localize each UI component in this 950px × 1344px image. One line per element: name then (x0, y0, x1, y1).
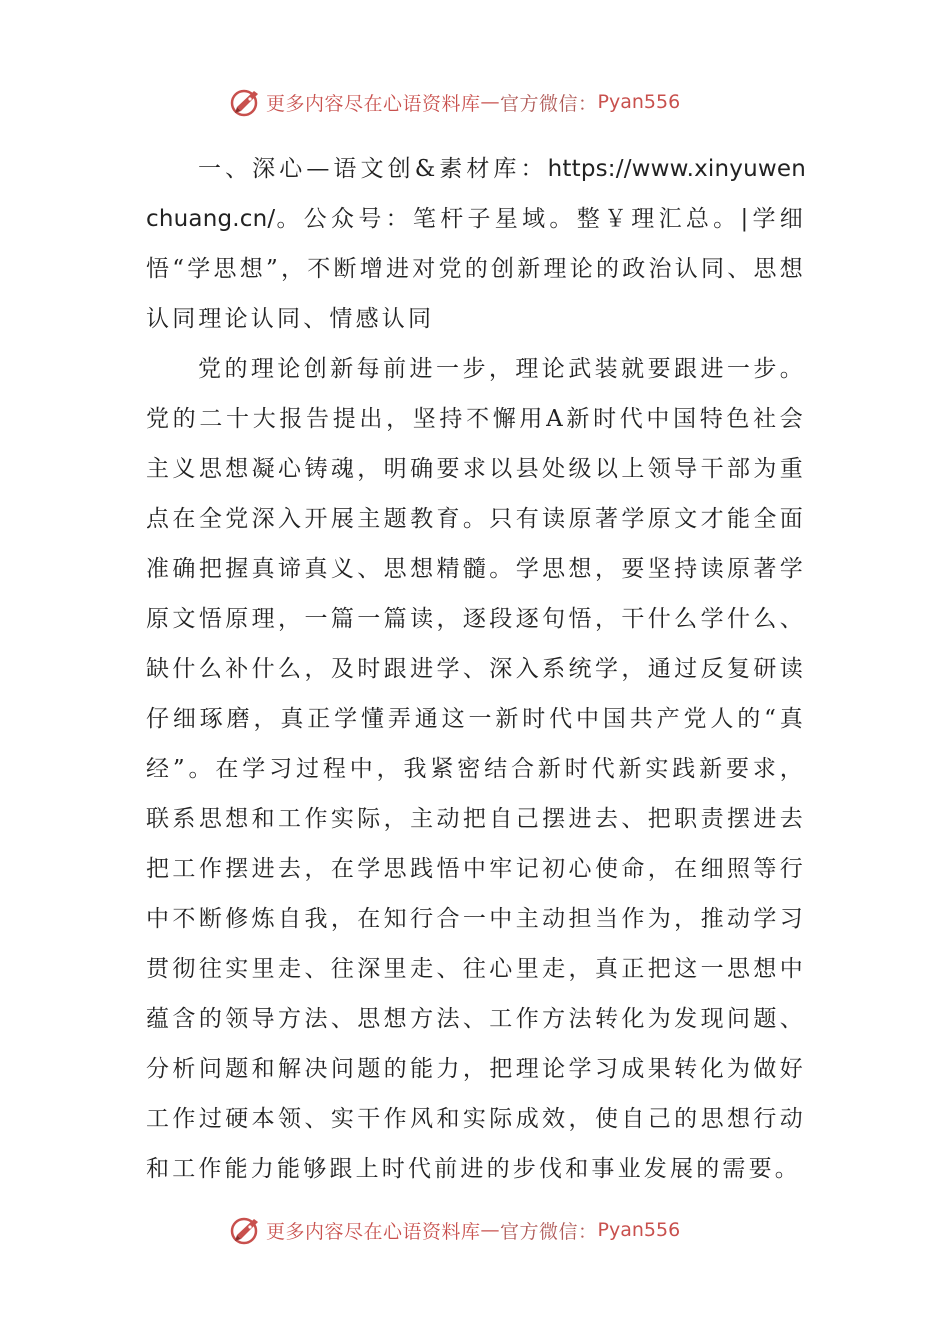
pen-nib-logo-icon (228, 85, 262, 119)
heading-text-part1: 一、深心—语文创&素材库： (198, 156, 548, 182)
footer-main-text: 更多内容尽在心语资料库 (266, 1220, 481, 1243)
footer-banner (228, 1210, 748, 1250)
banner-wechat-id: Pyan556 (597, 91, 681, 113)
pen-nib-logo-icon (228, 1213, 262, 1247)
banner-wechat-label: 官方微信： (500, 92, 598, 115)
paragraph-body: 党的理论创新每前进一步，理论武装就要跟进一步。党的二十大报告提出，坚持不懈用A新时代中国特色社会主义思想凝心铸魂，明确要求以县处级以上领导干部为重点在全党深入开展主题教育。只有读原著学原文才能全面准确把握真谛真义、思想精髓。学思想，要坚持读原著学原文悟原理，一篇一篇读，逐段逐句悟，干什么学什么、缺什么补什么，及时跟进学、深入系统学，通过反复研读仔细琢磨，真正学懂弄通这一新时代中国共产党人的“真经”。在学习过程中，我紧密结合新时代新实践新要求，联系思想和工作实际，主动把自己摆进去、把职责摆进去把工作摆进去，在学思践悟中牢记初心使命，在细照等行中不断修炼自我，在知行合一中主动担当作为，推动学习贯彻往实里走、往深里走、往心里走，真正把这一思想中蕴含的领导方法、思想方法、工作方法转化为发现问题、分析问题和解决问题的能力，把理论学习成果转化为做好工作过硬本领、实干作风和实际成效，使自己的思想行动和工作能力能够跟上时代前进的步伐和事业发展的需要。 (146, 356, 806, 1182)
paragraph-heading (146, 144, 806, 344)
footer-wechat-id: Pyan556 (597, 1219, 681, 1241)
banner-main-text: 更多内容尽在心语资料库 (266, 92, 481, 115)
heading-url-link[interactable]: https://www.xinyuwenchuang.cn/ (146, 156, 806, 232)
footer-separator: — (480, 1219, 501, 1241)
footer-wechat-label: 官方微信： (500, 1220, 598, 1243)
banner-separator: — (480, 91, 501, 113)
header-banner (228, 82, 748, 122)
document-body (146, 144, 806, 1194)
heading-text-part2: 。公众号：笔杆子星域。整￥理汇总。|学细悟“学思想”，不断增进对党的创新理论的政治认同、思想认同理论认同、情感认同 (146, 206, 806, 332)
